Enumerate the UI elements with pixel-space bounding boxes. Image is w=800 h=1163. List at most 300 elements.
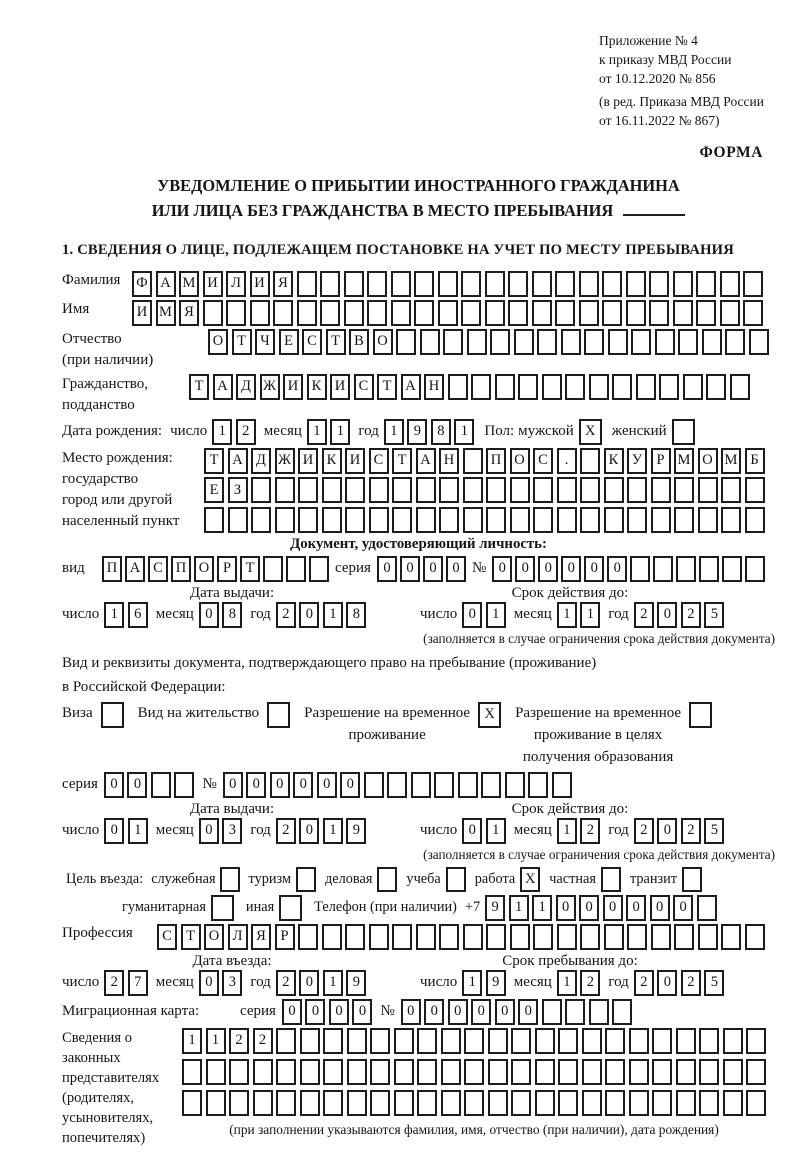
char-box[interactable]: 2	[681, 970, 701, 996]
char-box[interactable]	[676, 556, 696, 582]
char-box[interactable]	[651, 924, 671, 950]
char-box[interactable]	[392, 507, 412, 533]
char-box[interactable]	[438, 300, 458, 326]
char-box[interactable]	[651, 477, 671, 503]
char-box[interactable]	[298, 924, 318, 950]
char-box[interactable]	[370, 1028, 390, 1054]
char-box[interactable]	[649, 271, 669, 297]
char-box[interactable]	[722, 556, 742, 582]
char-box[interactable]: И	[132, 300, 152, 326]
char-box[interactable]	[416, 507, 436, 533]
char-box[interactable]	[486, 924, 506, 950]
char-box[interactable]	[367, 300, 387, 326]
char-box[interactable]	[673, 300, 693, 326]
char-box[interactable]: 0	[270, 772, 290, 798]
char-box[interactable]	[557, 507, 577, 533]
char-box[interactable]: 1	[486, 818, 506, 844]
char-box[interactable]: 2	[634, 602, 654, 628]
char-box[interactable]	[580, 477, 600, 503]
char-box[interactable]: Т	[240, 556, 260, 582]
char-box[interactable]: О	[373, 329, 393, 355]
char-box[interactable]: 0	[401, 999, 421, 1025]
char-box[interactable]: Ч	[255, 329, 275, 355]
char-box[interactable]	[510, 477, 530, 503]
char-box[interactable]	[276, 1028, 296, 1054]
char-box[interactable]: 1	[580, 602, 600, 628]
char-box[interactable]	[364, 772, 384, 798]
char-box[interactable]	[226, 300, 246, 326]
char-box[interactable]	[309, 556, 329, 582]
char-box[interactable]: О	[194, 556, 214, 582]
char-box[interactable]: 0	[492, 556, 512, 582]
char-box[interactable]: У	[627, 448, 647, 474]
char-box[interactable]	[699, 1090, 719, 1116]
char-box[interactable]: 0	[673, 895, 693, 921]
char-box[interactable]	[676, 1028, 696, 1054]
char-box[interactable]: 8	[222, 602, 242, 628]
char-box[interactable]	[182, 1090, 202, 1116]
char-box[interactable]: С	[369, 448, 389, 474]
char-box[interactable]	[345, 477, 365, 503]
char-box[interactable]	[510, 924, 530, 950]
char-box[interactable]	[533, 477, 553, 503]
char-box[interactable]	[298, 477, 318, 503]
char-box[interactable]: 0	[446, 556, 466, 582]
char-box[interactable]	[443, 329, 463, 355]
char-box[interactable]	[464, 1028, 484, 1054]
char-box[interactable]: 5	[704, 602, 724, 628]
char-box[interactable]	[674, 507, 694, 533]
char-box[interactable]: 0	[471, 999, 491, 1025]
char-box[interactable]	[678, 329, 698, 355]
char-box[interactable]	[532, 271, 552, 297]
char-box[interactable]: 0	[377, 556, 397, 582]
char-box[interactable]: 0	[603, 895, 623, 921]
char-box[interactable]	[537, 329, 557, 355]
char-box[interactable]	[300, 1028, 320, 1054]
char-box[interactable]	[391, 300, 411, 326]
char-box[interactable]	[251, 477, 271, 503]
char-box[interactable]	[673, 271, 693, 297]
char-box[interactable]	[344, 271, 364, 297]
char-box[interactable]	[394, 1059, 414, 1085]
char-box[interactable]: Я	[273, 271, 293, 297]
char-box[interactable]: 1	[557, 818, 577, 844]
char-box[interactable]: 0	[561, 556, 581, 582]
char-box[interactable]: 1	[104, 602, 124, 628]
char-box[interactable]	[605, 1059, 625, 1085]
char-box[interactable]: И	[298, 448, 318, 474]
char-box[interactable]: 2	[236, 419, 256, 445]
char-box[interactable]: С	[148, 556, 168, 582]
char-box[interactable]: 2	[276, 970, 296, 996]
char-box[interactable]: А	[213, 374, 233, 400]
char-box[interactable]: 0	[340, 772, 360, 798]
char-box[interactable]	[417, 1090, 437, 1116]
char-box[interactable]: 0	[246, 772, 266, 798]
char-box[interactable]: 5	[704, 818, 724, 844]
char-box[interactable]: П	[171, 556, 191, 582]
char-box[interactable]: А	[156, 271, 176, 297]
char-box[interactable]	[535, 1059, 555, 1085]
char-box[interactable]	[204, 507, 224, 533]
char-box[interactable]	[683, 374, 703, 400]
char-box[interactable]: 0	[518, 999, 538, 1025]
char-box[interactable]	[558, 1090, 578, 1116]
char-box[interactable]: И	[330, 374, 350, 400]
char-box[interactable]: 1	[509, 895, 529, 921]
char-box[interactable]	[557, 924, 577, 950]
purpose-private-checkbox[interactable]	[601, 867, 621, 892]
char-box[interactable]	[347, 1059, 367, 1085]
char-box[interactable]	[206, 1090, 226, 1116]
char-box[interactable]	[558, 1028, 578, 1054]
char-box[interactable]: Н	[439, 448, 459, 474]
char-box[interactable]	[636, 374, 656, 400]
char-box[interactable]: Е	[279, 329, 299, 355]
char-box[interactable]: 0	[584, 556, 604, 582]
char-box[interactable]: Т	[392, 448, 412, 474]
char-box[interactable]	[580, 924, 600, 950]
char-box[interactable]: О	[204, 924, 224, 950]
char-box[interactable]: 0	[199, 602, 219, 628]
char-box[interactable]	[706, 374, 726, 400]
char-box[interactable]: 9	[486, 970, 506, 996]
char-box[interactable]: З	[228, 477, 248, 503]
char-box[interactable]	[441, 1028, 461, 1054]
char-box[interactable]: 1	[128, 818, 148, 844]
char-box[interactable]	[458, 772, 478, 798]
char-box[interactable]	[721, 924, 741, 950]
char-box[interactable]	[723, 1059, 743, 1085]
char-box[interactable]	[464, 1090, 484, 1116]
char-box[interactable]	[275, 507, 295, 533]
char-box[interactable]	[702, 329, 722, 355]
visa-checkbox[interactable]	[101, 702, 124, 728]
char-box[interactable]	[322, 924, 342, 950]
char-box[interactable]	[699, 556, 719, 582]
char-box[interactable]: 0	[299, 602, 319, 628]
char-box[interactable]	[485, 271, 505, 297]
char-box[interactable]: И	[283, 374, 303, 400]
char-box[interactable]: Л	[226, 271, 246, 297]
char-box[interactable]	[580, 507, 600, 533]
char-box[interactable]	[698, 924, 718, 950]
char-box[interactable]: Д	[236, 374, 256, 400]
char-box[interactable]: Я	[179, 300, 199, 326]
char-box[interactable]	[746, 1090, 766, 1116]
purpose-transit-checkbox[interactable]	[682, 867, 702, 892]
char-box[interactable]	[367, 271, 387, 297]
char-box[interactable]	[488, 1028, 508, 1054]
char-box[interactable]	[322, 477, 342, 503]
char-box[interactable]: 2	[634, 818, 654, 844]
char-box[interactable]	[414, 271, 434, 297]
char-box[interactable]	[276, 1059, 296, 1085]
char-box[interactable]	[720, 271, 740, 297]
char-box[interactable]: 1	[323, 970, 343, 996]
char-box[interactable]: 8	[346, 602, 366, 628]
char-box[interactable]	[463, 924, 483, 950]
char-box[interactable]	[629, 1090, 649, 1116]
char-box[interactable]: .	[557, 448, 577, 474]
char-box[interactable]	[151, 772, 171, 798]
char-box[interactable]	[182, 1059, 202, 1085]
char-box[interactable]: 1	[323, 818, 343, 844]
char-box[interactable]	[653, 556, 673, 582]
char-box[interactable]	[651, 507, 671, 533]
char-box[interactable]: 0	[515, 556, 535, 582]
char-box[interactable]: А	[228, 448, 248, 474]
purpose-other-checkbox[interactable]	[279, 895, 302, 921]
char-box[interactable]	[510, 507, 530, 533]
char-box[interactable]: М	[674, 448, 694, 474]
char-box[interactable]	[557, 477, 577, 503]
char-box[interactable]	[659, 374, 679, 400]
char-box[interactable]	[486, 507, 506, 533]
char-box[interactable]: 1	[557, 970, 577, 996]
char-box[interactable]: Т	[189, 374, 209, 400]
char-box[interactable]	[392, 924, 412, 950]
char-box[interactable]	[532, 300, 552, 326]
char-box[interactable]: 7	[128, 970, 148, 996]
char-box[interactable]	[505, 772, 525, 798]
char-box[interactable]: Я	[251, 924, 271, 950]
char-box[interactable]	[518, 374, 538, 400]
char-box[interactable]	[495, 374, 515, 400]
char-box[interactable]	[488, 1090, 508, 1116]
char-box[interactable]: 2	[253, 1028, 273, 1054]
purpose-business-checkbox[interactable]	[377, 867, 397, 892]
char-box[interactable]: 0	[607, 556, 627, 582]
char-box[interactable]	[604, 924, 624, 950]
char-box[interactable]	[582, 1028, 602, 1054]
char-box[interactable]	[508, 271, 528, 297]
char-box[interactable]	[676, 1059, 696, 1085]
char-box[interactable]: 1	[323, 602, 343, 628]
char-box[interactable]: 9	[346, 970, 366, 996]
char-box[interactable]	[627, 924, 647, 950]
char-box[interactable]	[631, 329, 651, 355]
char-box[interactable]	[626, 271, 646, 297]
char-box[interactable]	[420, 329, 440, 355]
char-box[interactable]	[528, 772, 548, 798]
char-box[interactable]	[604, 507, 624, 533]
char-box[interactable]	[253, 1090, 273, 1116]
char-box[interactable]	[276, 1090, 296, 1116]
char-box[interactable]: А	[416, 448, 436, 474]
char-box[interactable]	[749, 329, 769, 355]
char-box[interactable]: М	[179, 271, 199, 297]
char-box[interactable]	[743, 300, 763, 326]
char-box[interactable]	[322, 507, 342, 533]
char-box[interactable]	[370, 1090, 390, 1116]
char-box[interactable]	[174, 772, 194, 798]
char-box[interactable]	[464, 1059, 484, 1085]
char-box[interactable]	[370, 1059, 390, 1085]
char-box[interactable]	[721, 507, 741, 533]
char-box[interactable]	[725, 329, 745, 355]
char-box[interactable]: 3	[222, 970, 242, 996]
char-box[interactable]: 0	[626, 895, 646, 921]
char-box[interactable]: 1	[486, 602, 506, 628]
char-box[interactable]	[439, 507, 459, 533]
char-box[interactable]	[555, 271, 575, 297]
char-box[interactable]: 3	[222, 818, 242, 844]
char-box[interactable]	[253, 1059, 273, 1085]
char-box[interactable]	[369, 507, 389, 533]
char-box[interactable]: 0	[495, 999, 515, 1025]
char-box[interactable]: 0	[299, 970, 319, 996]
char-box[interactable]	[463, 477, 483, 503]
char-box[interactable]: 1	[532, 895, 552, 921]
char-box[interactable]: Т	[377, 374, 397, 400]
char-box[interactable]: 0	[657, 602, 677, 628]
char-box[interactable]	[730, 374, 750, 400]
char-box[interactable]: 0	[223, 772, 243, 798]
char-box[interactable]: М	[156, 300, 176, 326]
char-box[interactable]	[392, 477, 412, 503]
char-box[interactable]: 9	[346, 818, 366, 844]
char-box[interactable]: 0	[104, 818, 124, 844]
char-box[interactable]	[417, 1059, 437, 1085]
char-box[interactable]	[533, 924, 553, 950]
char-box[interactable]	[674, 477, 694, 503]
temp-residence-education-checkbox[interactable]	[689, 702, 712, 728]
char-box[interactable]: Т	[232, 329, 252, 355]
char-box[interactable]	[745, 924, 765, 950]
char-box[interactable]: 0	[329, 999, 349, 1025]
char-box[interactable]: 0	[299, 818, 319, 844]
char-box[interactable]: Д	[251, 448, 271, 474]
char-box[interactable]: 1	[384, 419, 404, 445]
char-box[interactable]: 0	[657, 970, 677, 996]
char-box[interactable]	[347, 1028, 367, 1054]
char-box[interactable]	[448, 374, 468, 400]
char-box[interactable]	[555, 300, 575, 326]
char-box[interactable]	[347, 1090, 367, 1116]
char-box[interactable]: 0	[462, 602, 482, 628]
char-box[interactable]	[206, 1059, 226, 1085]
char-box[interactable]	[300, 1059, 320, 1085]
char-box[interactable]: Р	[651, 448, 671, 474]
char-box[interactable]: 1	[454, 419, 474, 445]
char-box[interactable]	[297, 300, 317, 326]
char-box[interactable]	[345, 507, 365, 533]
char-box[interactable]	[649, 300, 669, 326]
char-box[interactable]	[542, 999, 562, 1025]
sex-male-checkbox[interactable]: X	[579, 419, 602, 445]
char-box[interactable]	[417, 1028, 437, 1054]
char-box[interactable]	[629, 1059, 649, 1085]
char-box[interactable]: С	[533, 448, 553, 474]
char-box[interactable]	[203, 300, 223, 326]
char-box[interactable]	[602, 271, 622, 297]
char-box[interactable]: 2	[681, 602, 701, 628]
char-box[interactable]	[652, 1090, 672, 1116]
char-box[interactable]: 0	[352, 999, 372, 1025]
char-box[interactable]	[416, 477, 436, 503]
char-box[interactable]	[604, 477, 624, 503]
char-box[interactable]	[411, 772, 431, 798]
char-box[interactable]	[674, 924, 694, 950]
char-box[interactable]	[394, 1028, 414, 1054]
char-box[interactable]	[696, 300, 716, 326]
char-box[interactable]	[699, 1059, 719, 1085]
char-box[interactable]	[344, 300, 364, 326]
char-box[interactable]: И	[345, 448, 365, 474]
char-box[interactable]	[582, 1059, 602, 1085]
char-box[interactable]: Т	[326, 329, 346, 355]
char-box[interactable]: 2	[681, 818, 701, 844]
char-box[interactable]	[565, 374, 585, 400]
char-box[interactable]	[605, 1090, 625, 1116]
char-box[interactable]	[297, 271, 317, 297]
char-box[interactable]: 2	[104, 970, 124, 996]
char-box[interactable]	[698, 507, 718, 533]
char-box[interactable]: 1	[330, 419, 350, 445]
char-box[interactable]	[414, 300, 434, 326]
char-box[interactable]: П	[486, 448, 506, 474]
char-box[interactable]: П	[102, 556, 122, 582]
char-box[interactable]: 0	[104, 772, 124, 798]
char-box[interactable]	[652, 1028, 672, 1054]
char-box[interactable]: 0	[650, 895, 670, 921]
char-box[interactable]	[300, 1090, 320, 1116]
char-box[interactable]: 2	[634, 970, 654, 996]
char-box[interactable]: 1	[557, 602, 577, 628]
char-box[interactable]	[580, 448, 600, 474]
char-box[interactable]: М	[721, 448, 741, 474]
char-box[interactable]	[627, 507, 647, 533]
char-box[interactable]	[263, 556, 283, 582]
char-box[interactable]	[535, 1090, 555, 1116]
char-box[interactable]	[416, 924, 436, 950]
char-box[interactable]	[542, 374, 562, 400]
char-box[interactable]	[298, 507, 318, 533]
char-box[interactable]	[655, 329, 675, 355]
char-box[interactable]: Ж	[275, 448, 295, 474]
char-box[interactable]	[746, 1028, 766, 1054]
char-box[interactable]	[696, 271, 716, 297]
char-box[interactable]: Т	[204, 448, 224, 474]
char-box[interactable]	[697, 895, 717, 921]
char-box[interactable]	[582, 1090, 602, 1116]
char-box[interactable]: 0	[448, 999, 468, 1025]
char-box[interactable]	[612, 374, 632, 400]
char-box[interactable]	[471, 374, 491, 400]
char-box[interactable]	[275, 477, 295, 503]
char-box[interactable]	[746, 1059, 766, 1085]
char-box[interactable]: И	[250, 271, 270, 297]
char-box[interactable]	[558, 1059, 578, 1085]
char-box[interactable]: 0	[579, 895, 599, 921]
char-box[interactable]: 0	[657, 818, 677, 844]
char-box[interactable]: 8	[431, 419, 451, 445]
char-box[interactable]	[463, 448, 483, 474]
char-box[interactable]: Ф	[132, 271, 152, 297]
char-box[interactable]	[745, 507, 765, 533]
char-box[interactable]: С	[354, 374, 374, 400]
char-box[interactable]: С	[157, 924, 177, 950]
char-box[interactable]: 0	[400, 556, 420, 582]
char-box[interactable]: С	[302, 329, 322, 355]
char-box[interactable]	[608, 329, 628, 355]
char-box[interactable]	[369, 477, 389, 503]
char-box[interactable]: 0	[199, 818, 219, 844]
char-box[interactable]	[286, 556, 306, 582]
char-box[interactable]	[626, 300, 646, 326]
